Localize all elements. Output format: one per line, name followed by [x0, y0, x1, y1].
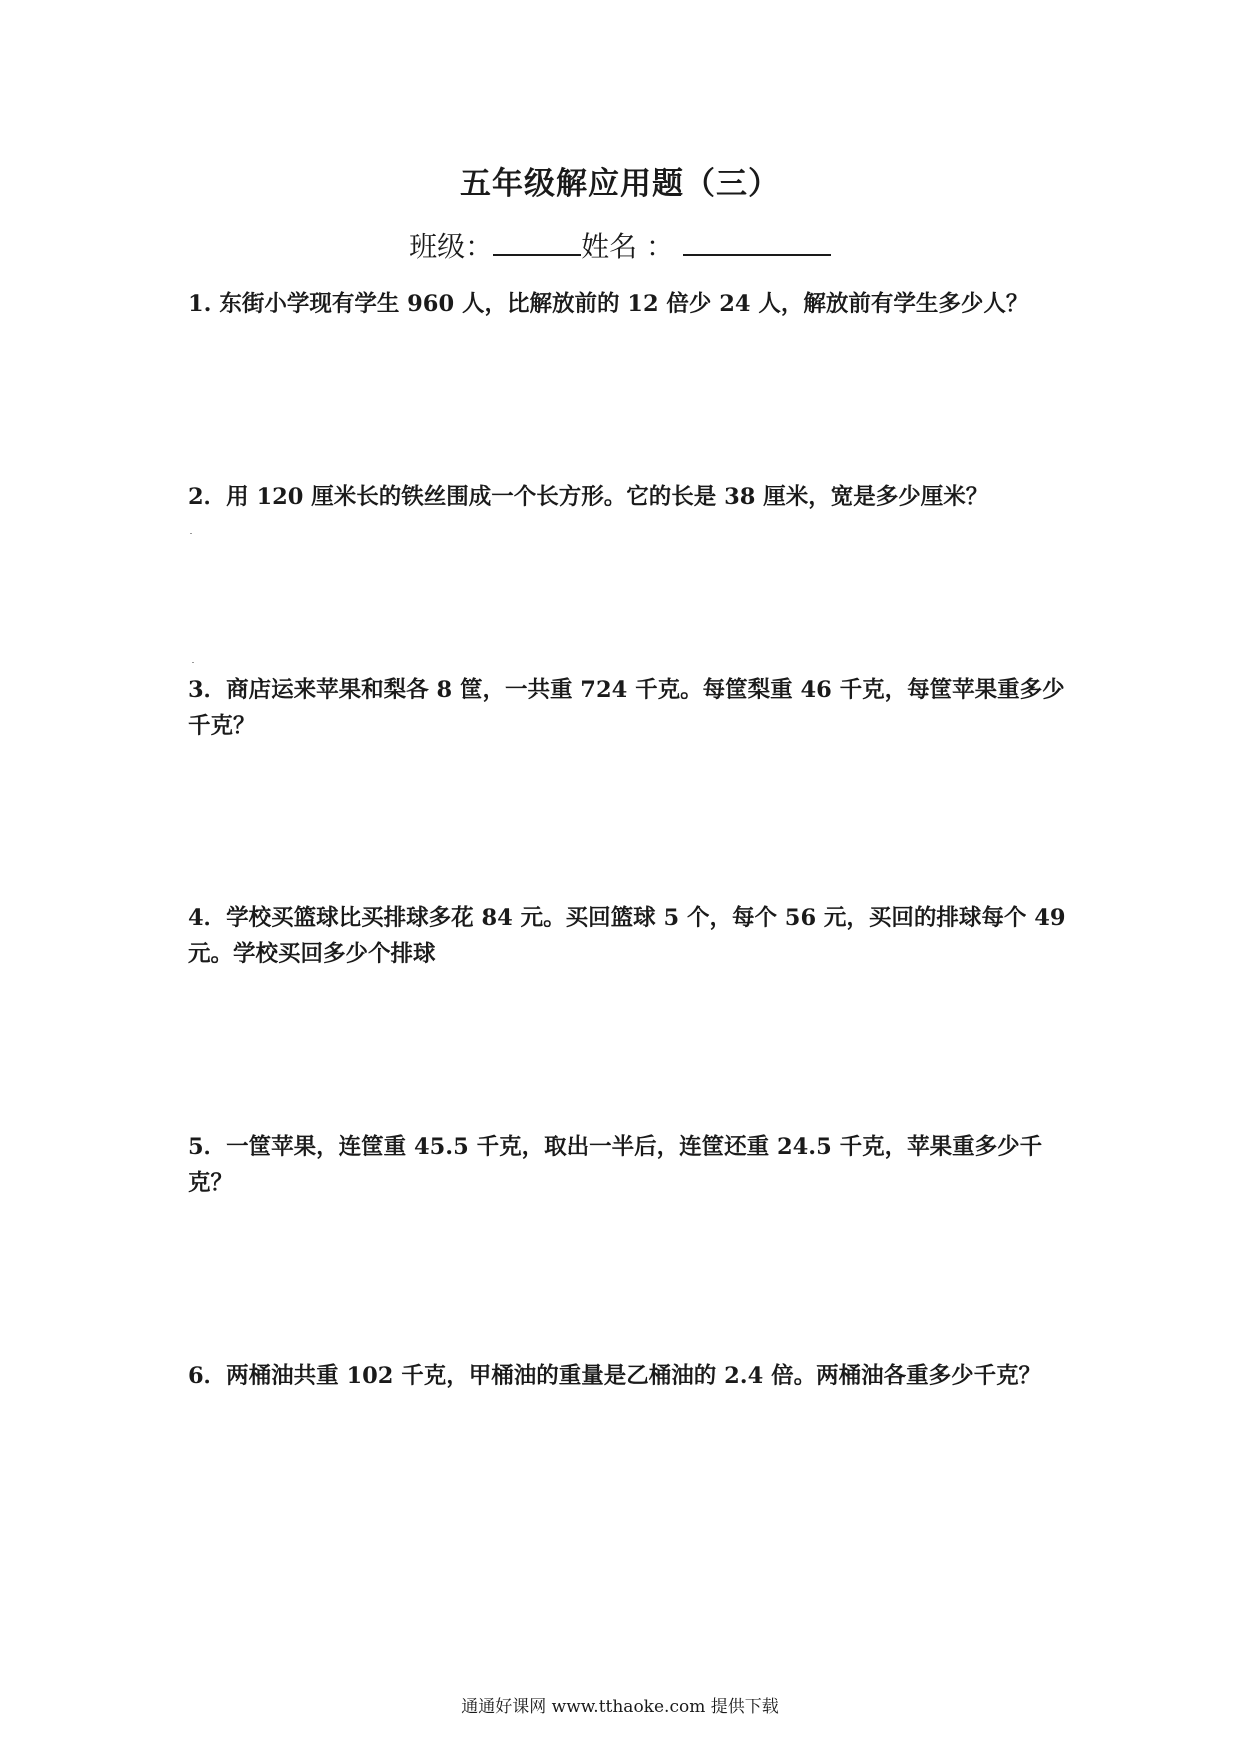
class-label: 班级：	[409, 230, 494, 263]
scan-speck	[190, 533, 192, 534]
class-blank[interactable]	[493, 228, 581, 256]
question-3: 3．商店运来苹果和梨各 8 筐，一共重 724 千克。每筐梨重 46 千克，每筐苹果重多少千克？	[188, 677, 1065, 739]
name-label: 姓名 ：	[581, 230, 674, 263]
footer-credit: 通通好课网 www.tthaoke.com 提供下载	[461, 1697, 779, 1717]
question-5: 5．一筐苹果，连筐重 45.5 千克，取出一半后，连筐还重 24.5 千克，苹果重多少千克？	[188, 1134, 1043, 1196]
student-info-line	[0, 225, 1240, 265]
question-2: 2．用 120 厘米长的铁丝围成一个长方形。它的长是 38 厘米，宽是多少厘米？	[188, 484, 989, 510]
question-1: 1. 东街小学现有学生 960 人，比解放前的 12 倍少 24 人，解放前有学生多少人？	[188, 291, 1029, 317]
name-blank[interactable]	[683, 228, 831, 256]
question-4: 4．学校买篮球比买排球多花 84 元。买回篮球 5 个，每个 56 元，买回的排球每个 49 元。学校买回多少个排球	[188, 905, 1066, 967]
question-6: 6．两桶油共重 102 千克，甲桶油的重量是乙桶油的 2.4 倍。两桶油各重多少千克？	[188, 1363, 1042, 1389]
page-title: 五年级解应用题（三）	[460, 166, 780, 202]
scan-speck	[192, 662, 194, 663]
